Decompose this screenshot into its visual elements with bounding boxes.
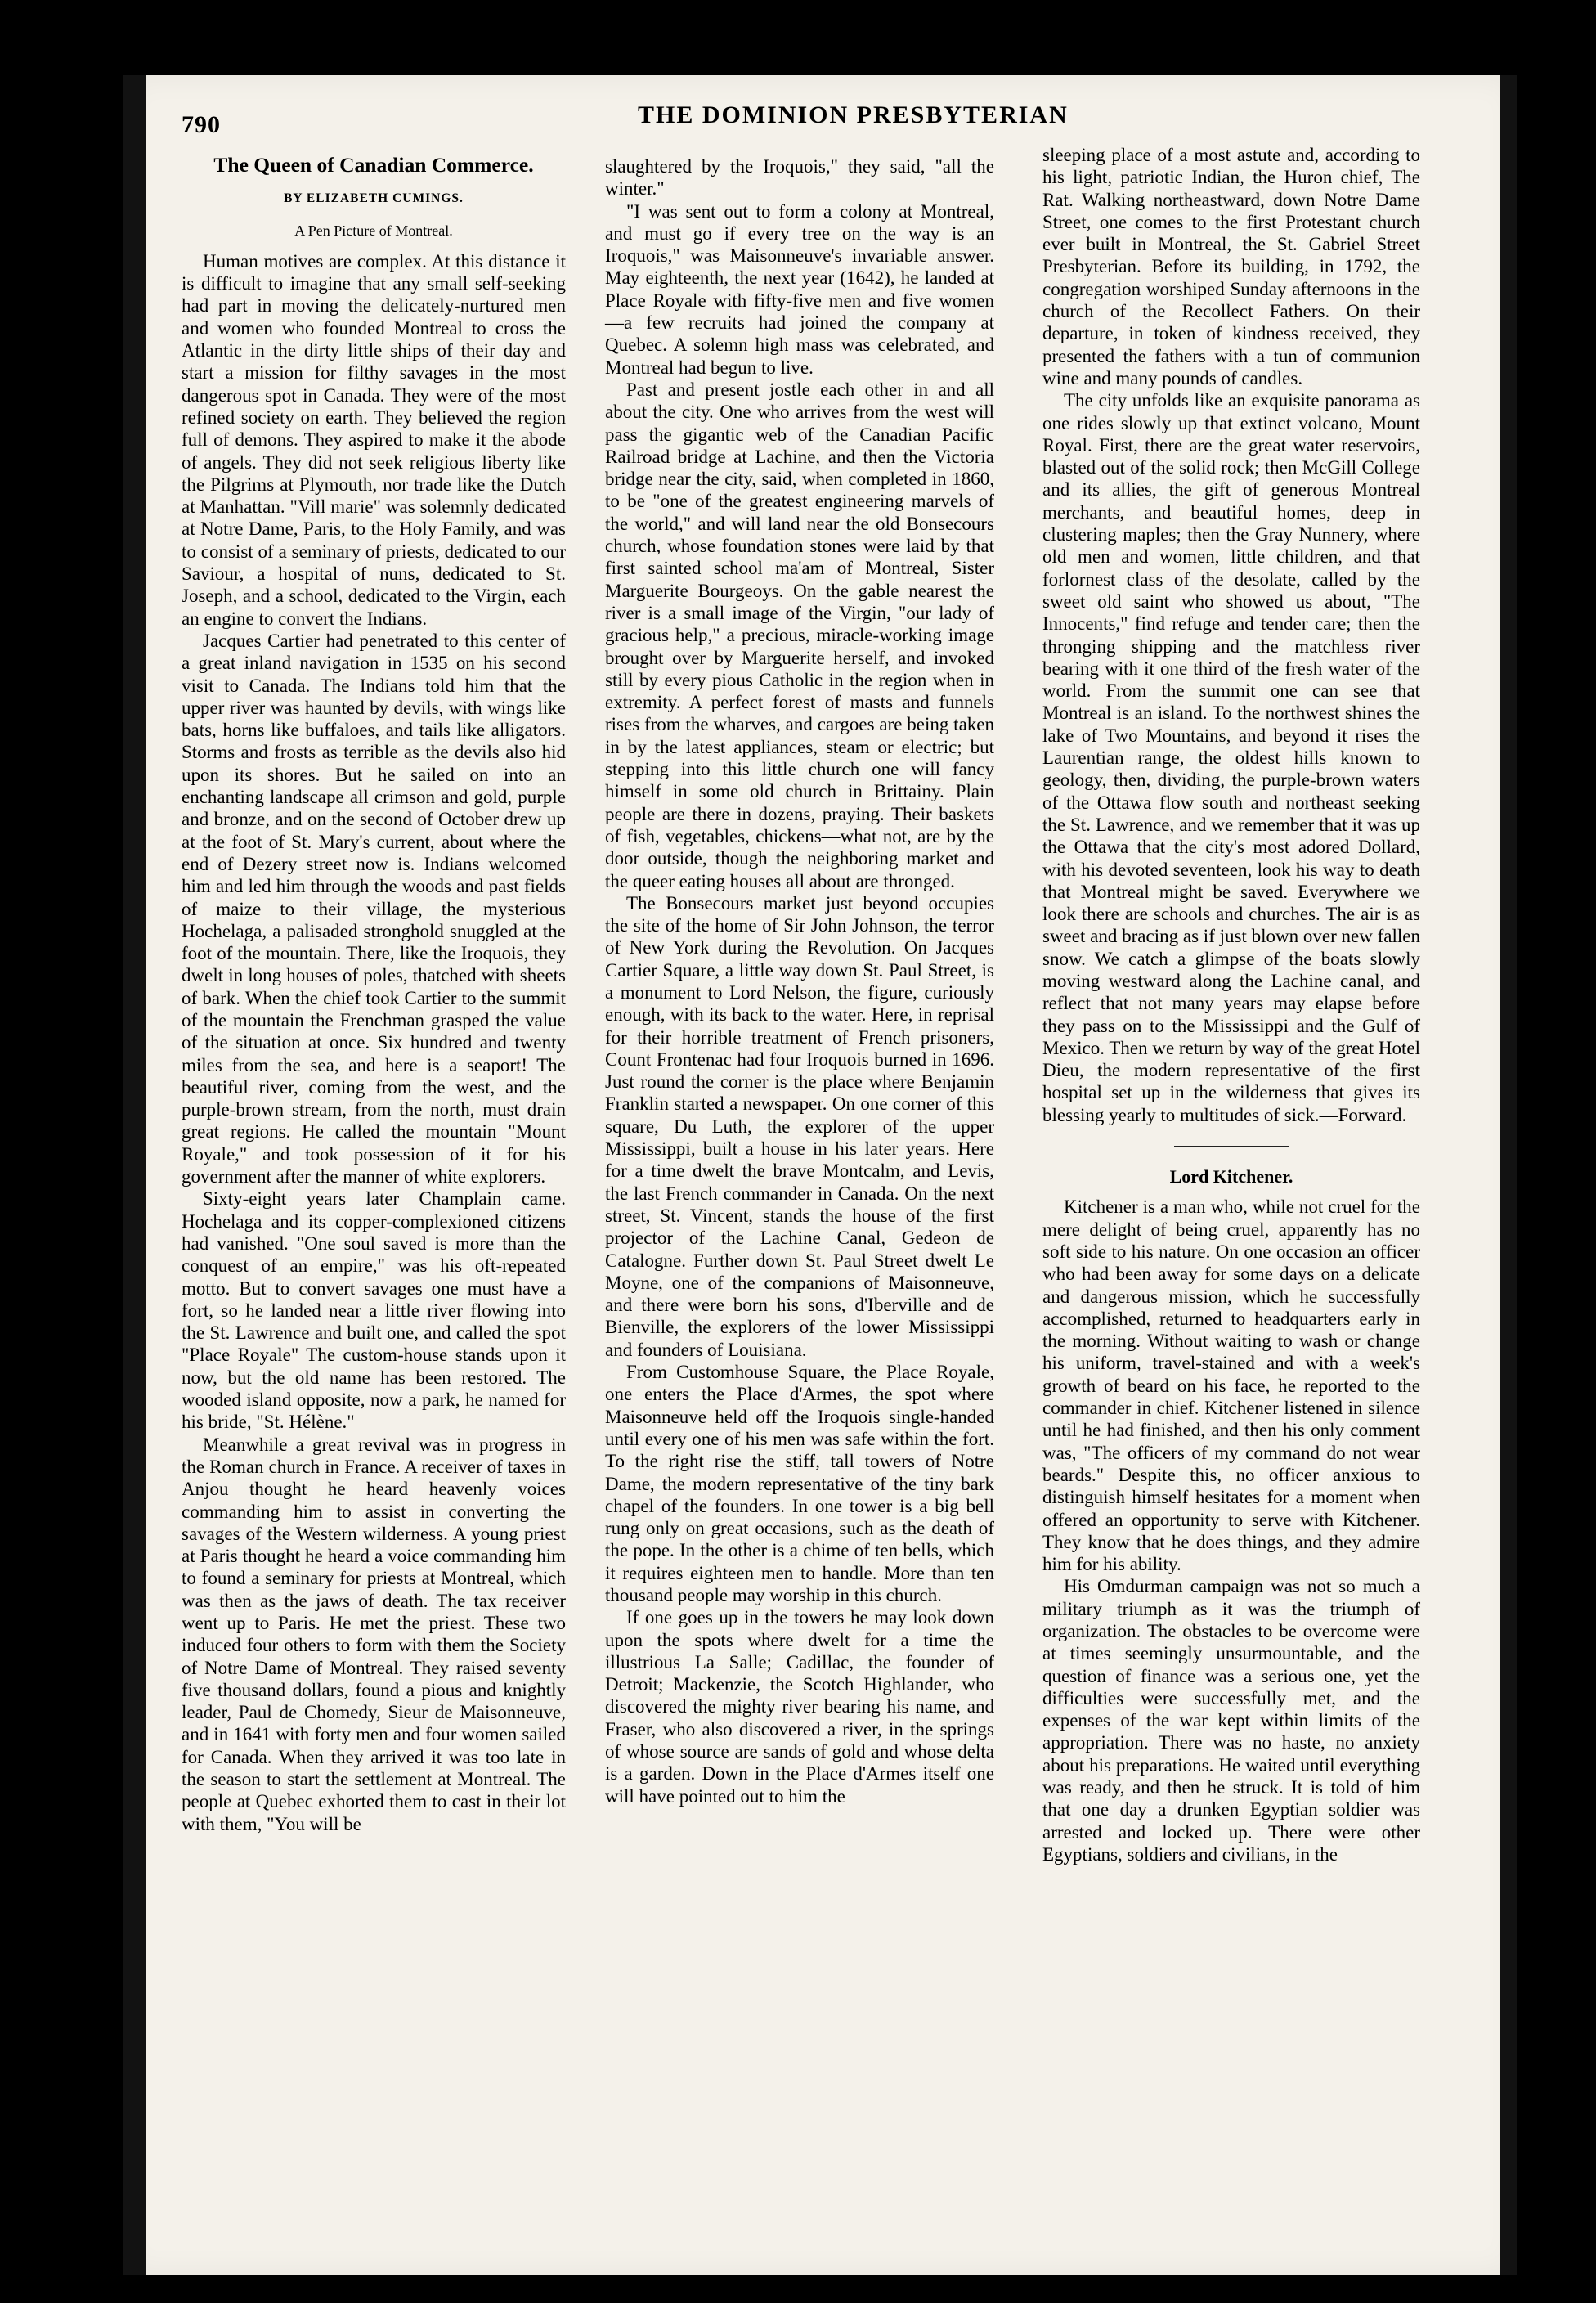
paragraph: Past and present jostle each other in and all about the city. One who arrives from the west will pass the gigantic web of the Canadian Pacific Railroad bridge at Lachine, and then the Victoria bridge near the city, said, when completed in 1860, to be "one of the greatest engineering marvels of the world," and will land near the old Bonsecours church, whose foundation stones were laid by that first sainted school ma'am of Montreal, Sister Marguerite Bourgeoys. On the gable nearest the river is a small image of the Virgin, "our lady of gracious help," a precious, miracle-working image brought over by Marguerite herself, and invoked still by every pious Catholic in the region when in extremity. A perfect forest of masts and funnels rises from the wharves, and cargoes are being taken in by the latest appliances, steam or electric; but stepping into this little church one will fancy himself in some old church in Brittainy. Plain people are there in dozens, praying. Their baskets of fish, vegetables, chickens—what not, are by the door outside, though the neighboring market and the queer eating houses all about are thronged. (605, 379, 994, 891)
running-head: THE DOMINION PRESBYTERIAN (638, 101, 1069, 128)
article-subtitle: A Pen Picture of Montreal. (294, 222, 453, 239)
paragraph: sleeping place of a most astute and, according to his light, patriotic Indian, the Huron chief, The Rat. Walking northeastward, down Notre Dame Street, one comes to the first Protestant church ever built in Montreal, the St. Gabriel Street Presbyterian. Before its building, in 1792, the congregation worshiped Sunday afternoons in the church of the Recollect Fathers. On their departure, in token of kindness received, they presented the fathers with a tun of communion wine and many pounds of candles. (1042, 145, 1420, 388)
paragraph: Jacques Cartier had penetrated to this center of a great inland navigation in 1535 on his second visit to Canada. The Indians told him that the upper river was haunted by devils, with wings like bats, horns like buffaloes, and tails like alligators. Storms and frosts as terrible as the devils also hid upon its shores. But he sailed on into an enchanting landscape all crimson and gold, purple and bronze, and on the second of October drew up at the foot of St. Mary's current, about where the end of Dezery street now is. Indians welcomed him and led him through the woods and past fields of maize to their village, the mysterious Hochelaga, a palisaded stronghold snuggled at the foot of the mountain. There, like the Iroquois, they dwelt in long houses of poles, thatched with sheets of bark. When the chief took Cartier to the summit of the mountain the Frenchman grasped the value of the situation at once. Six hundred and twenty miles from the sea, and here is a seaport! The beautiful river, coming from the west, and the purple-brown stream, from the north, must drain great regions. He called the mountain "Mount Royale," and took possession of it for his government after the manner of white explorers. (182, 630, 566, 1187)
column-1 (182, 154, 566, 1835)
scan-edge-left (123, 75, 146, 2275)
article-byline: BY ELIZABETH CUMINGS. (284, 191, 464, 206)
section-divider (1174, 1146, 1289, 1147)
page-number: 790 (182, 111, 221, 138)
paragraph: His Omdurman campaign was not so much a military triumph as it was the triumph of organization. The obstacles to be overcome were at times seemingly unsurmountable, and the question of finance was a serious one, yet the difficulties were successfully met, and the expenses of the war kept within limits of the appropriation. There was no haste, no anxiety about his preparations. He waited until everything was ready, and then he struck. It is told of him that one day a drunken Egyptian soldier was arrested and locked up. There were other Egyptians, soldiers and civilians, in the (1042, 1576, 1420, 1865)
article-title-kitchener: Lord Kitchener. (1169, 1166, 1293, 1187)
article-title: The Queen of Canadian Commerce. (213, 153, 534, 177)
paragraph: Kitchener is a man who, while not cruel for the mere delight of being cruel, apparently has no soft side to his nature. On one occasion an officer who had been away for some days on a delicate and dangerous mission, which he successfully accomplished, returned to headquarters early in the morning. Without waiting to wash or change his uniform, travel-stained and with a week's growth of beard on his face, he reported to the commander in chief. Kitchener listened in silence until he had finished, and then his only comment was, "The officers of my command do not wear beards." Despite this, no officer anxious to distinguish himself hesitates for a moment when offered an opportunity to serve with Kitchener. They know that he does things, and they admire him for his ability. (1042, 1196, 1420, 1575)
paragraph: From Customhouse Square, the Place Royale, one enters the Place d'Armes, the spot where Maisonneuve held off the Iroquois single-handed until every one of his men was safe within the fort. To the right rise the stiff, tall towers of Notre Dame, the modern representative of the tiny bark chapel of the founders. In one tower is a big bell rung only on great occasions, such as the death of the pope. In the other is a chime of ten bells, which it requires eighteen men to handle. More than ten thousand people may worship in this church. (605, 1362, 994, 1605)
column-2 (605, 155, 994, 1807)
paragraph: If one goes up in the towers he may look down upon the spots where dwelt for a time the illustrious La Salle; Cadillac, the founder of Detroit; Mackenzie, the Scotch Highlander, who discovered the mighty river bearing his name, and Fraser, who also discovered a river, in the springs of whose source are sands of gold and whose delta is a garden. Down in the Place d'Armes itself one will have pointed out to him the (605, 1607, 994, 1807)
paragraph: Human motives are complex. At this distance it is difficult to imagine that any small self-seeking had part in moving the delicately-nurtured men and women who founded Montreal to cross the Atlantic in the dirty little ships of their day and start a mission for filthy savages in the most dangerous spot in Canada. They were of the most refined society on earth. They believed the region full of demons. They aspired to make it the abode of angels. They did not seek religious liberty like the Pilgrims at Plymouth, nor trade like the Dutch at Manhattan. "Vill marie" was solemnly dedicated at Notre Dame, Paris, to the Holy Family, and was to consist of a seminary of priests, dedicated to our Saviour, a hospital of nuns, dedicated to St. Joseph, and a school, dedicated to the Virgin, each an engine to convert the Indians. (182, 250, 566, 629)
paragraph: "I was sent out to form a colony at Montreal, and must go if every tree on the way is an Iroquois," was Maisonneuve's invariable answer. May eighteenth, the next year (1642), he landed at Place Royale with fifty-five men and five women—a few recruits had joined the company at Quebec. A solemn high mass was celebrated, and Montreal had begun to live. (605, 200, 994, 378)
paragraph: slaughtered by the Iroquois," they said, "all the winter." (605, 156, 994, 200)
paragraph: Sixty-eight years later Champlain came. Hochelaga and its copper-complexioned citizens had vanished. "One soul saved is more than the conquest of an empire," was his oft-repeated motto. But to convert savages one must have a fort, so he landed near a little river flowing into the St. Lawrence and built one, and called the spot "Place Royale" The custom-house stands upon it now, but the old name has been restored. The wooded island opposite, now a park, he named for his bride, "St. Hélène." (182, 1188, 566, 1433)
paragraph: The city unfolds like an exquisite panorama as one rides slowly up that extinct volcano, Mount Royal. First, there are the great water reservoirs, blasted out of the solid rock; then McGill College and its allies, the gift of generous Montreal merchants, and beautiful homes, deep in clustering maples; then the Gray Nunnery, where old men and women, little children, and that forlornest class of the desolate, called by the sweet old saint who showed us about, "The Innocents," find refuge and tender care; then the thronging shipping and the matchless river bearing with it one third of the fresh water of the world. From the summit one can see that Montreal is an island. To the northwest shines the lake of Two Mountains, and beyond it rises the Laurentian range, the oldest hills known to geology, then, dividing, the purple-brown waters of the Ottawa flow south and northeast seeking the St. Lawrence, and we remember that it was up the Ottawa that the city's most adored Dollard, with his devoted seventeen, look his way to death that Montreal might be saved. Everywhere we look there are schools and churches. The air is as sweet and bracing as if just blown over new fallen snow. We catch a glimpse of the boats slowly moving westward along the Lachine canal, and reflect that not many years may elapse before they pass on to the Mississippi and the Gulf of Mexico. Then we return by way of the great Hotel Dieu, the modern representative of the first hospital set up in the wilderness that gives its blessing yearly to multitudes of sick.—Forward. (1042, 390, 1420, 1125)
scan-edge-right (1500, 75, 1517, 2275)
paragraph: The Bonsecours market just beyond occupies the site of the home of Sir John Johnson, the terror of New York during the Revolution. On Jacques Cartier Square, a little way down St. Paul Street, is a monument to Lord Nelson, the figure, curiously enough, with its back to the water. Here, in reprisal for their horrible treatment of French prisoners, Count Frontenac had four Iroquois burned in 1696. Just round the corner is the place where Benjamin Franklin started a newspaper. On one corner of this square, Du Luth, the explorer of the upper Mississippi, built a house in his later years. Here for a time dwelt the brave Montcalm, and Levis, the last French commander in Canada. On the next street, St. Vincent, stands the house of the first projector of the Lachine Canal, Gedeon de Catalogne. Further down St. Paul Street dwelt Le Moyne, one of the companions of Maisonneuve, and there were born his sons, d'Iberville and de Bienville, the explorers of the lower Mississippi and founders of Louisiana. (605, 892, 994, 1360)
column-3 (1042, 144, 1420, 1865)
paragraph: Meanwhile a great revival was in progress in the Roman church in France. A receiver of taxes in Anjou thought he heard heavenly voices commanding him to assist in converting the savages of the Western wilderness. A young priest at Paris thought he heard a voice commanding him to found a seminary for priests at Montreal, which was then as the jaws of death. The tax receiver went up to Paris. He met the priest. These two induced four others to form with them the Society of Notre Dame of Montreal. They raised seventy five thousand dollars, found a pious and knightly leader, Paul de Chomedy, Sieur de Maisonneuve, and in 1641 with forty men and four women sailed for Canada. When they arrived it was too late in the season to start the settlement at Montreal. The people at Quebec exhorted them to cast in their lot with them, "You will be (182, 1434, 566, 1834)
